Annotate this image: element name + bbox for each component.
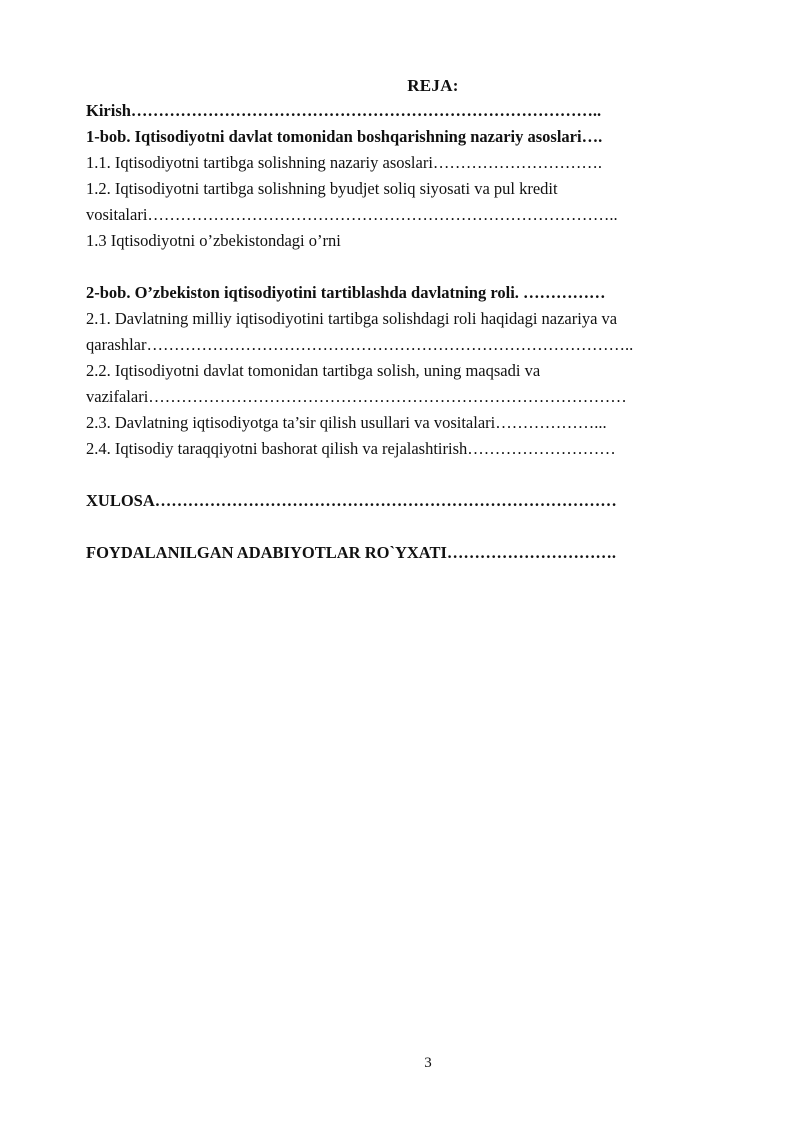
toc-section-1-2-line-2: vositalari………………………………………………………………………….. <box>86 205 618 224</box>
toc-section-2-2-line-2: vazifalari…………………………………………………………………………… <box>86 387 627 406</box>
toc-section-2-3: 2.3. Davlatning iqtisodiyotga ta’sir qilish usullari va vositalari………………... <box>86 413 607 432</box>
toc-section-1-3: 1.3 Iqtisodiyotni o’zbekistondagi o’rni <box>86 231 341 250</box>
toc-section-1-1: 1.1. Iqtisodiyotni tartibga solishning nazariy asoslari…………………………. <box>86 153 603 172</box>
toc-spacer <box>86 514 726 540</box>
page-number: 3 <box>424 1055 432 1071</box>
toc-section-2-1-line-2: qarashlar…………………………………………………………………………….. <box>86 335 634 354</box>
page-title: REJA: <box>407 76 459 95</box>
toc-entry-adabiyotlar: FOYDALANILGAN ADABIYOTLAR RO`YXATI…………………………. <box>86 543 617 562</box>
toc-spacer <box>86 462 726 488</box>
toc-section-2-2-line-1: 2.2. Iqtisodiyotni davlat tomonidan tartibga solish, uning maqsadi va <box>86 361 541 380</box>
toc-spacer <box>86 254 726 280</box>
toc-section-2-1-line-1: 2.1. Davlatning milliy iqtisodiyotini tartibga solishdagi roli haqidagi nazariya va <box>86 309 618 328</box>
toc-chapter-1-title: 1-bob. Iqtisodiyotni davlat tomonidan boshqarishning nazariy asoslari…. <box>86 127 603 146</box>
toc-chapter-2-title: 2-bob. O’zbekiston iqtisodiyotini tartiblashda davlatning roli. …………… <box>86 283 606 302</box>
table-of-contents <box>86 98 726 566</box>
toc-entry-kirish: Kirish………………………………………………………………………….. <box>86 101 602 120</box>
toc-section-2-4: 2.4. Iqtisodiy taraqqiyotni bashorat qilish va rejalashtirish……………………… <box>86 439 616 458</box>
toc-entry-xulosa: XULOSA………………………………………………………………………… <box>86 491 617 510</box>
toc-section-1-2-line-1: 1.2. Iqtisodiyotni tartibga solishning byudjet soliq siyosati va pul kredit <box>86 179 558 198</box>
